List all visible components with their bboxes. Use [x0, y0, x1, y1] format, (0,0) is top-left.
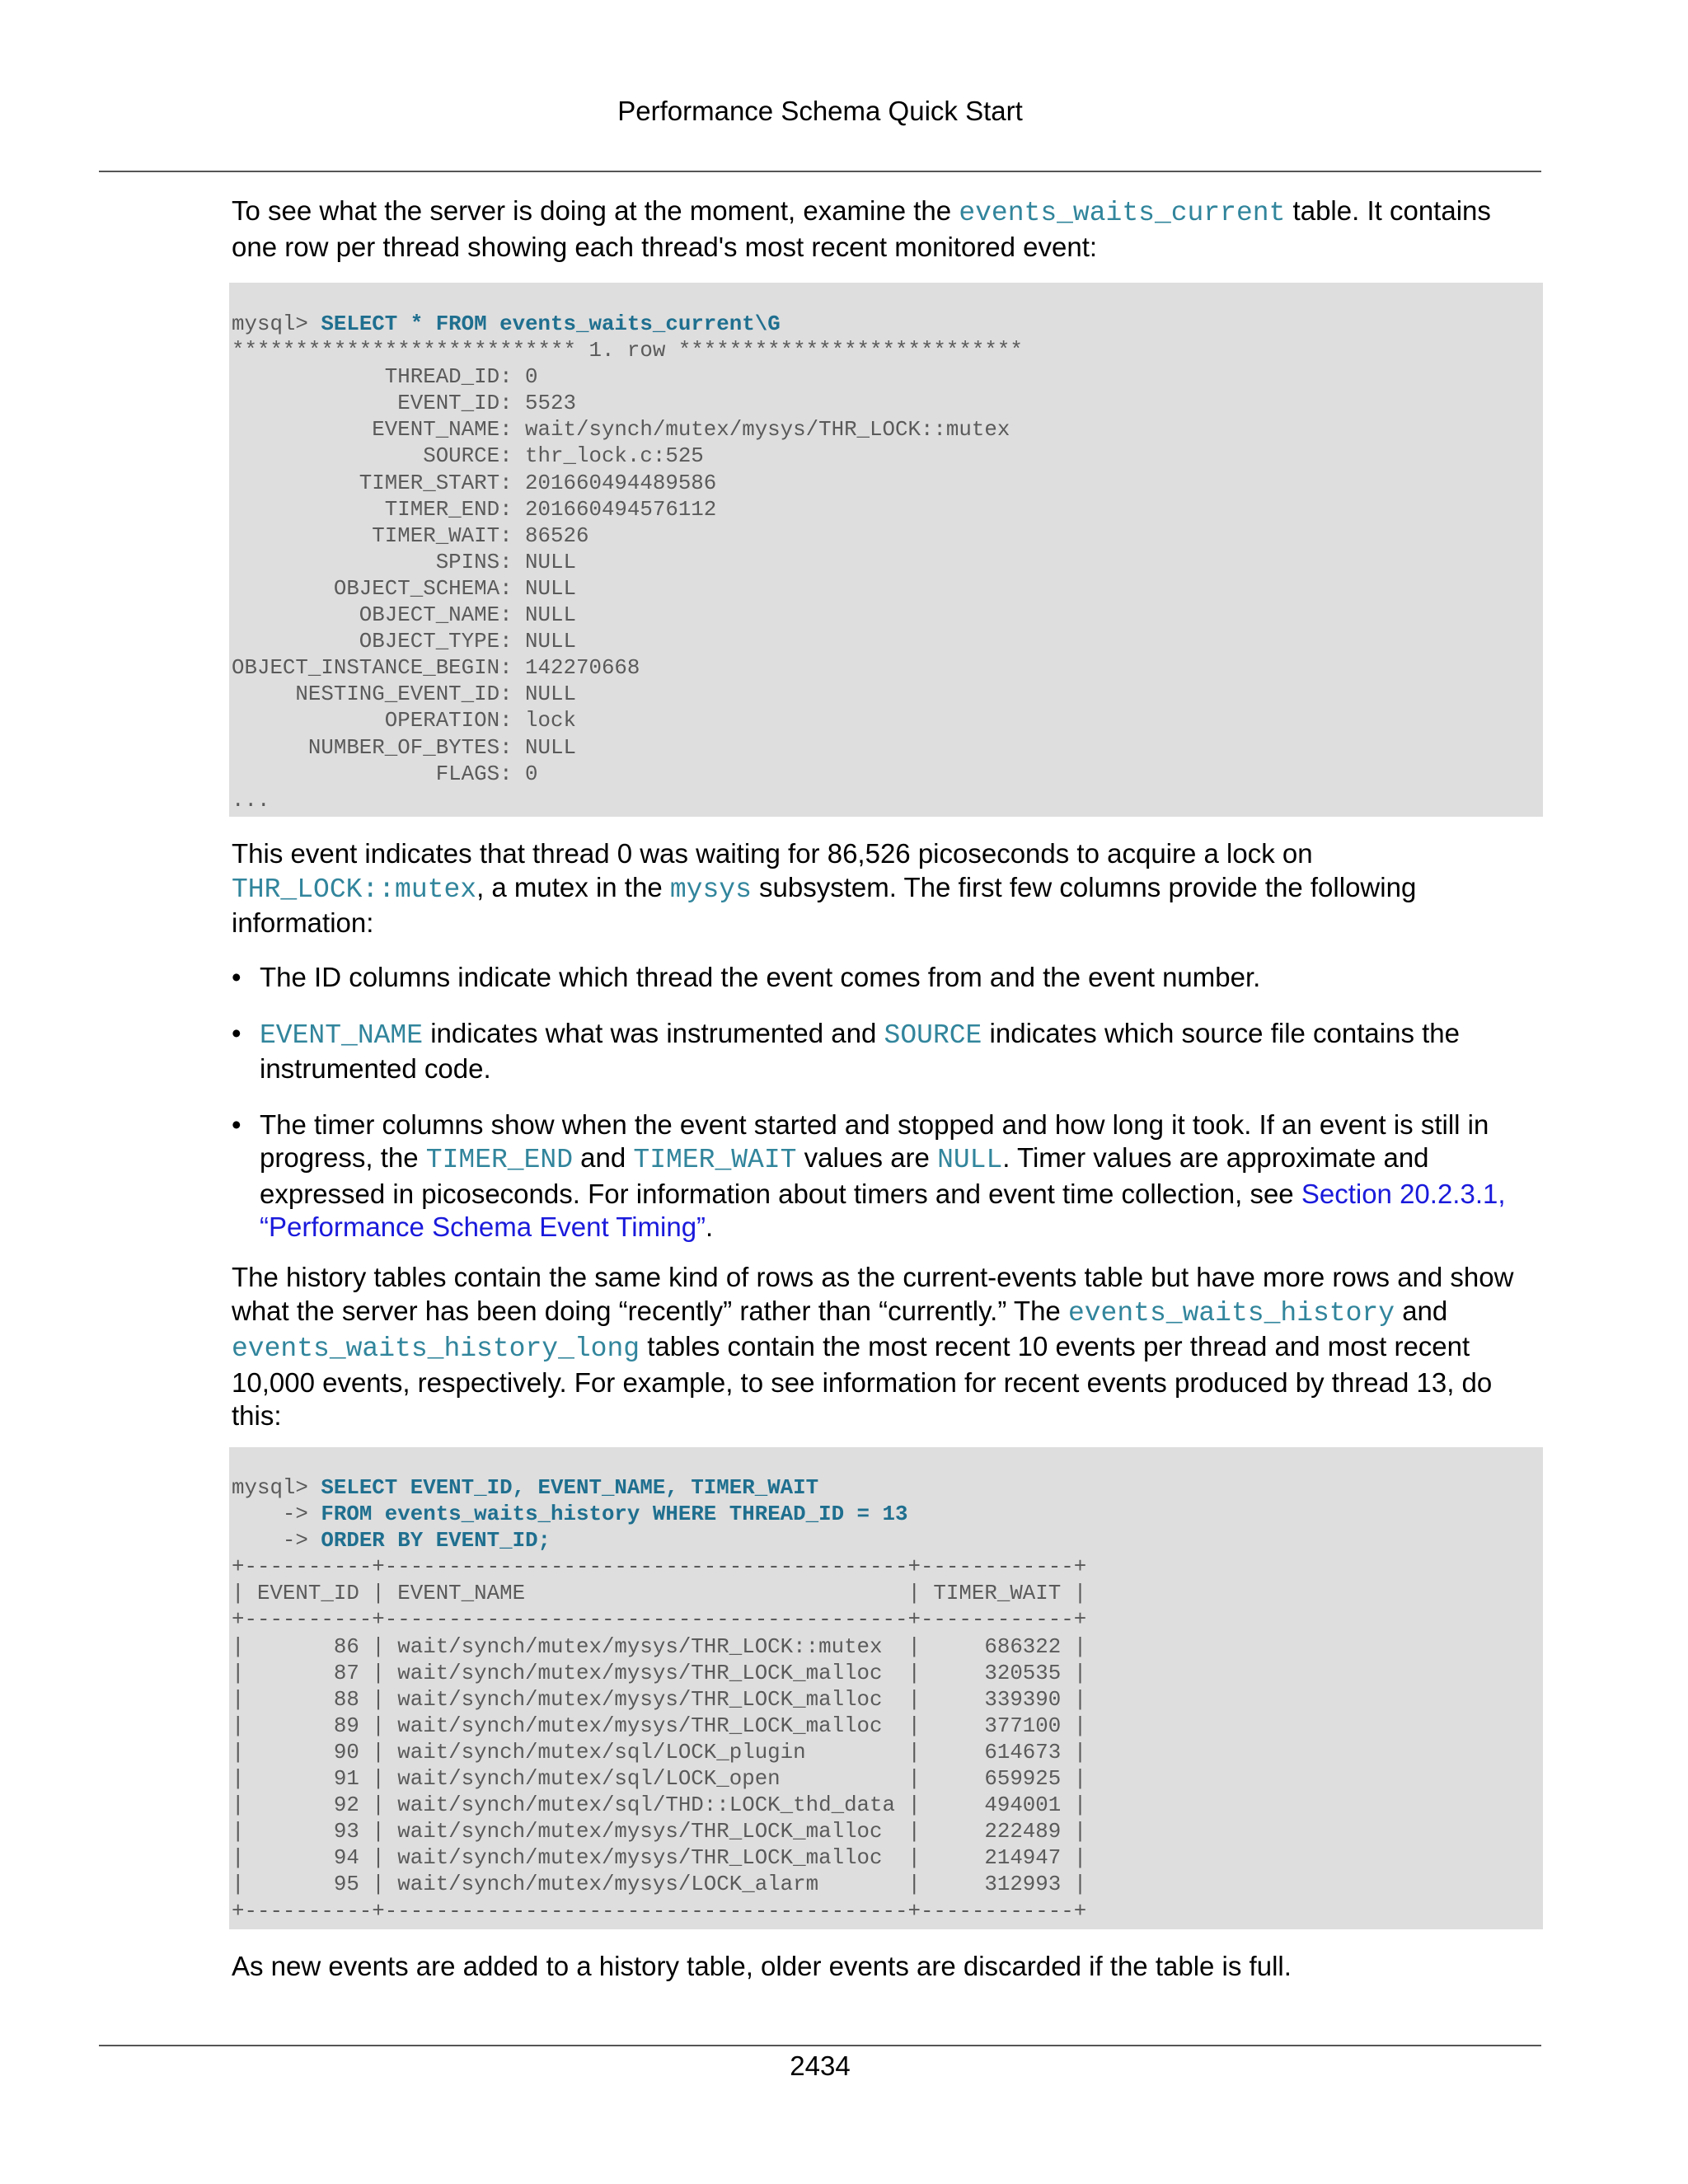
paragraph-text: and [1395, 1295, 1448, 1326]
bullet-marker: • [232, 1017, 241, 1048]
list-item-text: . [706, 1212, 714, 1242]
paragraph-text: As new events are added to a history table, older events are discarded if the table is full. [232, 1951, 1292, 1981]
inline-code-timer-wait: TIMER_WAIT [633, 1145, 797, 1175]
inline-code-timer-end: TIMER_END [425, 1145, 574, 1175]
inline-code-history-table: events_waits_history [1067, 1297, 1395, 1329]
explanation-paragraph [232, 837, 1542, 940]
list-item-text: and [573, 1142, 634, 1173]
list-item-text: values are [796, 1142, 938, 1173]
inline-code-event-name: EVENT_NAME [260, 1019, 424, 1051]
footer-divider [99, 2045, 1541, 2046]
paragraph-text: subsystem. The first few columns provide the following information: [232, 871, 1417, 938]
code-output: *************************** 1. row *************************** THREAD_ID: 0 EVENT_ID: 5523 EVENT_NAME: wait/synch/mutex/mysys/THR_LOCK::mutex SOURCE: thr_lock.c:525 TIMER_START: 201660494489586 TIMER_END: 201660494576112 TIMER_WAIT: 86526 SPINS: NULL OBJECT_SCHEMA: NULL OBJECT_NAME: NULL OBJECT_TYPE: NULL OBJECT_INSTANCE_BEGIN: 142270668 NESTING_EVENT_ID: NULL OPERATION: lock NUMBER_OF_BYTES: NULL FLAGS: 0 ... [232, 339, 1023, 813]
code-block-current-events [229, 283, 1543, 817]
code-command: SELECT * FROM events_waits_current\G [321, 312, 781, 336]
list-item-text: The timer columns show when the event started and stopped and how long it took. If an event is still in progress, the [260, 1108, 1489, 1173]
event-timing-section-link[interactable]: Section 20.2.3.1, “Performance Schema Event Timing” [260, 1178, 1506, 1242]
list-item [232, 1108, 1542, 1244]
code-block-history-query [229, 1447, 1543, 1929]
code-prompt: -> [232, 1529, 321, 1554]
code-command: ORDER BY EVENT_ID; [321, 1529, 551, 1554]
code-prompt: mysql> [232, 1476, 321, 1500]
paragraph-text: The history tables contain the same kind of rows as the current-events table but have more rows and show what the server has been doing “recently” rather than “currently.” The [232, 1262, 1514, 1326]
paragraph-text: tables contain the most recent 10 events per thread and most recent 10,000 events, respectively. For example, to see information for recent events produced by thread 13, do this: [232, 1331, 1493, 1431]
list-item-text: The ID columns indicate which thread the event comes from and the event number. [260, 962, 1261, 992]
list-item-text: . Timer values are approximate and expressed in picoseconds. For information about timers and event time collection, see [260, 1142, 1429, 1209]
intro-paragraph [232, 194, 1542, 264]
code-command: SELECT EVENT_ID, EVENT_NAME, TIMER_WAIT [321, 1476, 819, 1500]
inline-code-table-name: events_waits_current [959, 198, 1286, 228]
list-item-text: indicates what was instrumented and [423, 1017, 884, 1048]
paragraph-text: table. It contains one row per thread showing each thread's most recent monitored event: [232, 195, 1491, 262]
list-item [232, 961, 1542, 995]
bullet-marker: • [232, 962, 241, 992]
column-info-list [232, 961, 1542, 1244]
bullet-marker: • [232, 1108, 241, 1140]
page-header-title: Performance Schema Quick Start [617, 96, 1023, 126]
code-command: FROM events_waits_history WHERE THREAD_ID = 13 [321, 1502, 908, 1527]
paragraph-text: , a mutex in the [476, 871, 670, 902]
inline-code-history-long-table: events_waits_history_long [232, 1333, 640, 1364]
inline-code-source: SOURCE [884, 1019, 982, 1051]
inline-code-mutex: THR_LOCK::mutex [232, 874, 477, 905]
history-tables-paragraph [232, 1261, 1542, 1433]
code-result-table: +----------+-----------------------------------------+------------+ | EVENT_ID | EVENT_NAME | TIMER_WAIT | +----------+-----------------------------------------+------------+ | 86 | wait/synch/mutex/mysys/THR_LOCK::mutex | 686322 | | 87 | wait/synch/mutex/mysys/THR_LOCK_malloc | 320535 | | 88 | wait/synch/mutex/mysys/THR_LOCK_malloc | 339390 | | 89 | wait/synch/mutex/mysys/THR_LOCK_malloc | 377100 | | 90 | wait/synch/mutex/sql/LOCK_plugin | 614673 | | 91 | wait/synch/mutex/sql/LOCK_open | 659925 | | 92 | wait/synch/mutex/sql/THD::LOCK_thd_data | 494001 | | 93 | wait/synch/mutex/mysys/THR_LOCK_malloc | 222489 | | 94 | wait/synch/mutex/mysys/THR_LOCK_malloc | 214947 | | 95 | wait/synch/mutex/mysys/LOCK_alarm | 312993 | +----------+-----------------------------------------+------------+ [232, 1555, 1087, 1924]
header-divider [99, 171, 1541, 172]
list-item [232, 1017, 1542, 1086]
page-number: 2434 [790, 2050, 851, 2081]
closing-paragraph [232, 1950, 1542, 1984]
code-prompt: mysql> [232, 312, 321, 336]
paragraph-text: This event indicates that thread 0 was waiting for 86,526 picoseconds to acquire a lock on [232, 838, 1313, 869]
paragraph-text: To see what the server is doing at the moment, examine the [232, 195, 959, 226]
code-prompt: -> [232, 1502, 321, 1527]
list-item-text: indicates which source file contains the instrumented code. [260, 1017, 1461, 1084]
inline-code-null: NULL [937, 1145, 1003, 1175]
inline-code-subsystem: mysys [669, 874, 752, 905]
